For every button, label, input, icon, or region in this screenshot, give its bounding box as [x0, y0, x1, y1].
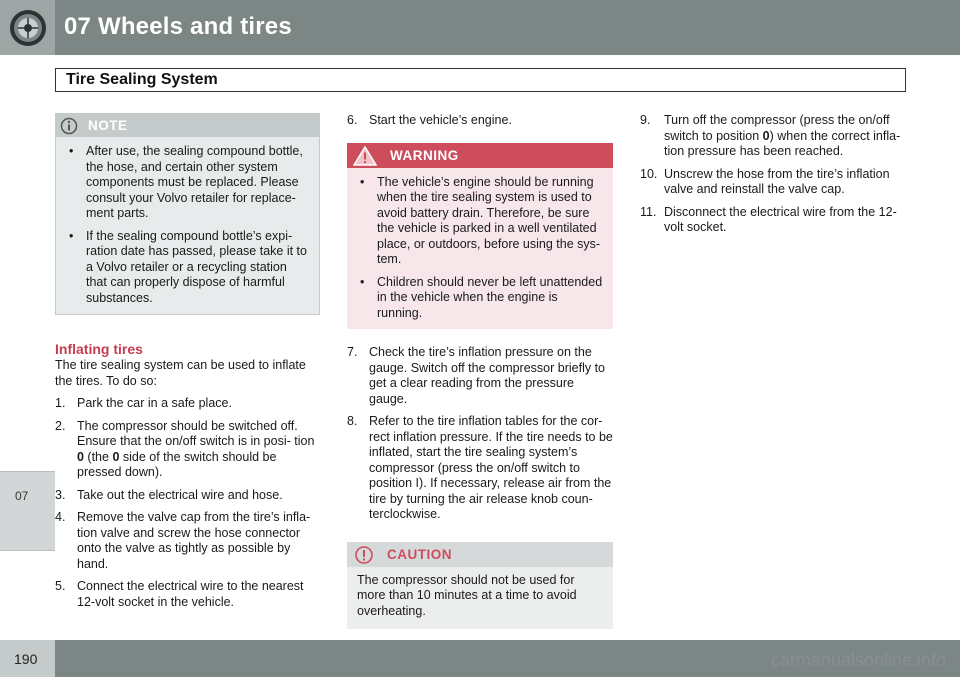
step-text: side of the switch should be pressed down).	[77, 449, 277, 479]
steps-list-2a	[347, 113, 613, 129]
intro-paragraph: The tire sealing system can be used to inflate the tires. To do so:	[55, 358, 306, 388]
list-item	[347, 414, 613, 523]
step-text: (the	[83, 449, 113, 464]
warning-body	[347, 168, 613, 330]
list-item	[347, 345, 613, 407]
list-item	[640, 205, 915, 236]
caution-box	[347, 542, 613, 630]
steps-list-3	[640, 113, 915, 236]
column-3	[640, 113, 915, 243]
warning-triangle-icon	[353, 146, 377, 171]
warning-box	[347, 143, 613, 330]
note-header	[56, 114, 319, 137]
step-number: 8.	[347, 414, 358, 428]
chapter-title: 07 Wheels and tires	[64, 13, 292, 40]
watermark: carmanualsonline.info	[770, 650, 946, 670]
warning-bullet: • The vehicle’s engine should be running when the tire sealing system is used to avoid battery drain. Therefore, be sure the vehicle is parked in a well ventilated place, or outdoors, before using the sys- tem.	[357, 175, 603, 268]
list-item	[55, 510, 320, 572]
steps-list-1	[55, 396, 320, 610]
step-number: 9.	[640, 113, 651, 127]
caution-body: The compressor should not be used for more than 10 minutes at a time to avoid overheating.	[357, 572, 577, 618]
note-label: NOTE	[88, 118, 128, 133]
section-title: Tire Sealing System	[66, 71, 218, 88]
warning-header	[347, 143, 613, 168]
list-item	[55, 488, 320, 504]
list-item	[55, 579, 320, 610]
list-item	[55, 419, 320, 481]
step-text: Disconnect the electrical wire from the 12-volt socket.	[664, 204, 897, 234]
chapter-tab-label: 07	[15, 489, 29, 503]
steps-list-2b	[347, 345, 613, 523]
step-number: 5.	[55, 579, 66, 593]
step-number: 1.	[55, 396, 66, 410]
step-number: 11.	[640, 204, 657, 219]
note-bullet: • After use, the sealing compound bottle, the hose, and certain other system components must be replaced. Please consult your Volvo retailer for replace- ment parts.	[66, 144, 309, 222]
list-item	[55, 396, 320, 412]
step-text: Unscrew the hose from the tire’s inflation valve and reinstall the valve cap.	[664, 166, 890, 196]
page-number-box	[0, 640, 55, 677]
caution-header	[347, 542, 613, 567]
step-text: Park the car in a safe place.	[77, 396, 232, 410]
chapter-tab[interactable]	[0, 471, 55, 551]
step-text: Connect the electrical wire to the nearest 12-volt socket in the vehicle.	[77, 579, 304, 609]
step-text: Turn off the compressor (press the on/off switch to position	[664, 113, 890, 143]
switch-position-0: 0	[762, 128, 770, 143]
step-number: 7.	[347, 345, 358, 359]
list-item	[640, 167, 915, 198]
warning-bullets	[357, 175, 603, 322]
page-number: 190	[14, 651, 38, 667]
note-body	[56, 137, 319, 314]
switch-position-0: 0	[112, 449, 120, 464]
warning-label: WARNING	[390, 147, 459, 163]
column-2	[347, 113, 613, 629]
step-text: Refer to the tire inflation tables for the cor- rect inflation pressure. If the tire needs to be inflated, start the tire sealing system’s compressor (press the on/off switch to position I). If necessary, release air from the tire by turning the air release knob coun- terclockwise.	[369, 414, 613, 521]
info-icon	[60, 117, 78, 140]
column-1	[55, 113, 320, 617]
section-header	[55, 68, 906, 92]
switch-position-0: 0	[77, 449, 84, 464]
note-box	[55, 113, 320, 315]
side-strip	[0, 55, 55, 640]
inflating-tires-heading: Inflating tires	[55, 341, 143, 357]
step-text: ) when the correct infla- tion pressure has been reached.	[664, 128, 901, 158]
step-number: 6.	[347, 113, 358, 127]
note-bullets	[66, 144, 309, 306]
step-text: Remove the valve cap from the tire’s infla- tion valve and screw the hose connector onto the valve as tightly as possible by hand.	[77, 510, 311, 571]
caution-exclamation-icon	[354, 545, 374, 570]
step-text: Start the vehicle’s engine.	[369, 113, 512, 127]
step-text: Check the tire’s inflation pressure on the gauge. Switch off the compressor briefly to get a clear reading from the pressure gauge.	[369, 345, 605, 406]
caution-label: CAUTION	[387, 546, 452, 562]
note-bullet: • If the sealing compound bottle’s expi- ration date has passed, please take it to a Volvo retailer or a recycling station that can properly dispose of harmful substances.	[66, 229, 309, 307]
step-number: 4.	[55, 510, 66, 524]
step-number: 2.	[55, 418, 66, 433]
warning-bullet: • Children should never be left unattended in the vehicle when the engine is running.	[357, 275, 603, 322]
tire-logo-icon	[0, 0, 55, 55]
list-item	[640, 113, 915, 160]
step-text: The compressor should be switched off. Ensure that the on/off switch is in posi- tion	[77, 418, 315, 448]
step-text: Take out the electrical wire and hose.	[77, 487, 283, 502]
step-number: 3.	[55, 487, 66, 502]
list-item	[347, 113, 613, 129]
step-number: 10.	[640, 166, 658, 181]
